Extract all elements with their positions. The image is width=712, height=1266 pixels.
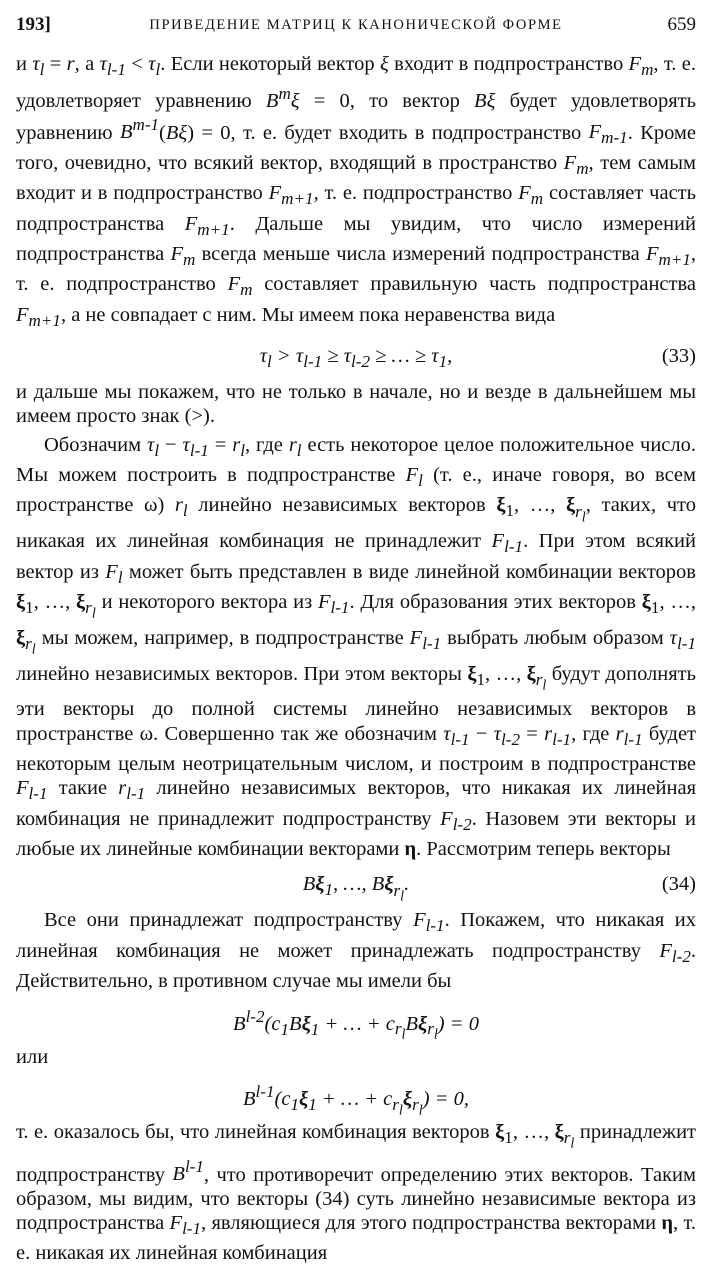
equation-a — [16, 1005, 696, 1043]
paragraph-6: т. е. оказалось бы, что линейная комбинация векторов $\xi_1$, …, $\xi_{r_l}$ принадлежит подпространству $B^{l-1}$, что противоречит определению этих векторов. Таким образом, мы видим, что векторы (34) суть линейно независимые вектора из подпространства $F_{l-1}$, являющиеся для этого подпространства векторами η, т. е. никакая их линейная комбинация — [16, 1120, 696, 1265]
paragraph-5: или — [16, 1045, 49, 1068]
paragraph-2: и дальше мы покажем, что не только в начале, но и везде в дальнейшем мы имеем просто знак (>). — [16, 381, 696, 428]
equation-34-expression: $B\xi_1$, …, $B\xi_{r_l}$. — [302, 873, 410, 904]
equation-34-number: (34) — [661, 873, 696, 896]
equation-33 — [16, 344, 696, 370]
equation-33-number: (33) — [661, 345, 696, 368]
equation-33-expression: $\tau_l > \tau_{l-1} \ge \tau_{l-2}$ ≥ … ≥ $\tau_1$, — [259, 345, 453, 372]
paragraph-4: Все они принадлежат подпространству $F_{l-1}$. Покажем, что никакая их линейная комбинация не может принадлежать подпространству $F_{l-2}$. Действительно, в противном случае мы имели бы — [16, 909, 697, 993]
equation-34 — [16, 872, 696, 904]
section-number: 193] — [16, 14, 51, 35]
running-header — [16, 12, 696, 40]
page-number: 659 — [667, 14, 696, 35]
running-title: ПРИВЕДЕНИЕ МАТРИЦ К КАНОНИЧЕСКОЙ ФОРМЕ — [149, 17, 563, 33]
equation-b — [16, 1080, 696, 1119]
equation-a-expression: $B^{l-2}(c_1B\xi_1$ + … + $c_{r_l}B\xi_{r_l}) = 0$ — [233, 1006, 479, 1043]
paragraph-3: Обозначим $\tau_l - \tau_{l-1} = r_l$, где $r_l$ есть некоторое целое положительное число. Мы можем построить в подпространстве $F_l$ (т. е., иначе говоря, во всем пространстве ω) $r_l$ линейно независимых векторов $\xi_1$, …, $\xi_{r_l}$, таких, что никакая их линейная комбинация не принадлежит $F_{l-1}$. При этом всякий вектор из $F_l$ может быть представлен в виде линейной комбинации векторов $\xi_1$, …, $\xi_{r_l}$ и некоторого вектора из $F_{l-1}$. Для образования этих векторов $\xi_1$, …, $\xi_{r_l}$ мы можем, например, в подпространстве $F_{l-1}$ выбрать любым образом $\tau_{l-1}$ линейно независимых векторов. При этом векторы $\xi_1$, …, $\xi_{r_l}$ будут дополнять эти векторы до полной системы линейно независимых векторов в пространстве ω. Совершенно так же обозначим $\tau_{l-1} - \tau_{l-2} = r_{l-1}$, где $r_{l-1}$ будет некоторым целым неотрицательным числом, и построим в подпространстве $F_{l-1}$ такие $r_{l-1}$ линейно независимых векторов, что никакая их линейная комбинация не принадлежит подпространству $F_{l-2}$. Назовем эти векторы и любые их линейные комбинации векторами η. Рассмотрим теперь векторы — [16, 433, 697, 861]
page-body — [16, 52, 696, 1266]
paragraph-1: и $\tau_l = r$, а $\tau_{l-1} < \tau_l$. Если некоторый вектор ξ входит в подпространство $F_m$, т. е. удовлетворяет уравнению $B^m\xi = 0$, то вектор Bξ будет удовлетворять уравнению $B^{m-1}(B\xi) = 0$, т. е. будет входить в подпространство $F_{m-1}$. Кроме того, очевидно, что всякий вектор, входящий в пространство $F_m$, тем самым входит и в подпространство $F_{m+1}$, т. е. подпространство $F_m$ составляет часть подпространства $F_{m+1}$. Дальше мы увидим, что число измерений подпространства $F_m$ всегда меньше числа измерений подпространства $F_{m+1}$, т. е. подпространство $F_m$ составляет правильную часть подпространства $F_{m+1}$, а не совпадает с ним. Мы имеем пока неравенства вида — [16, 53, 697, 330]
equation-b-expression: $B^{l-1}(c_1\xi_1$ + … + $c_{r_l}\xi_{r_l}) = 0$, — [243, 1081, 469, 1119]
